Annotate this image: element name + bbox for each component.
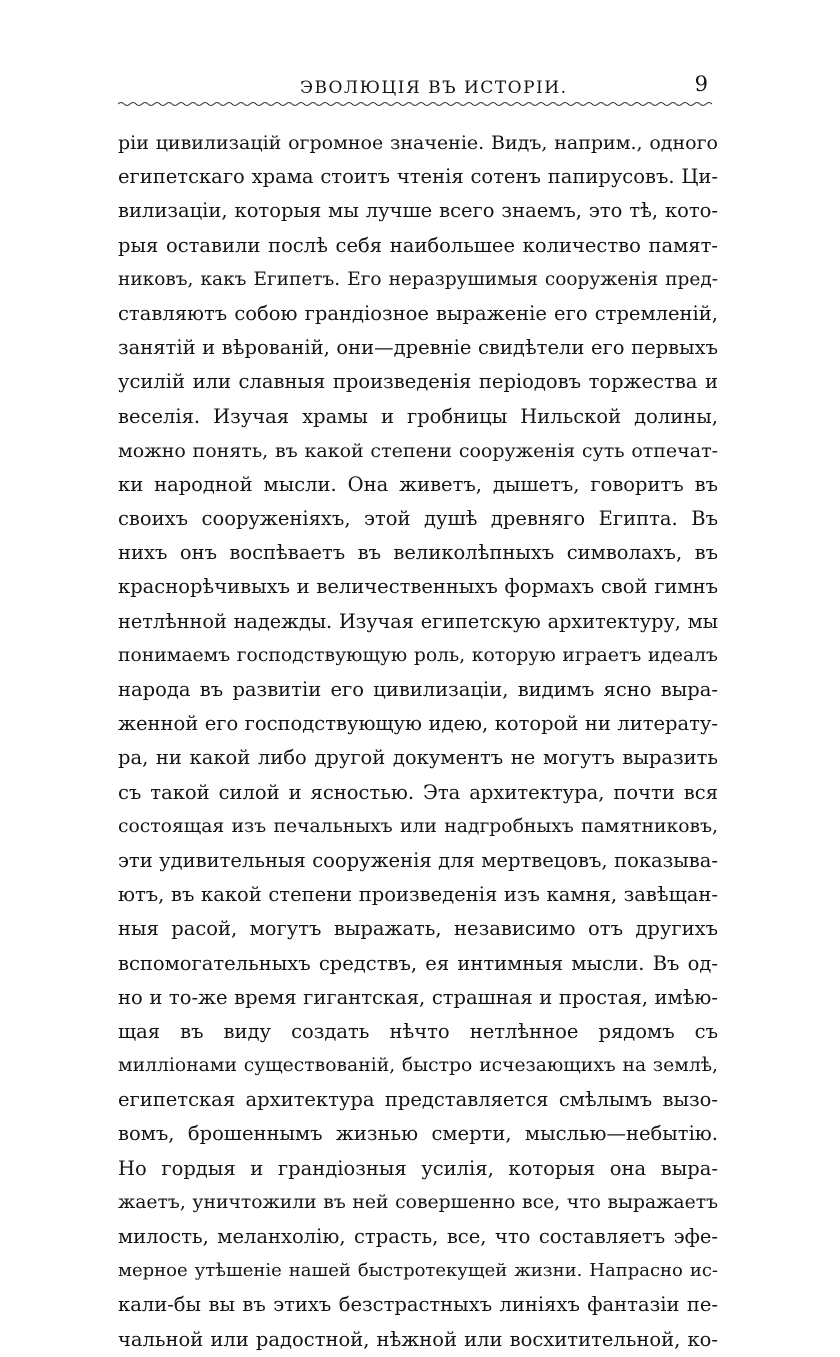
page-number: 9 bbox=[694, 72, 708, 96]
text-line: мерное утѣшеніе нашей быстротекущей жизни. Напрасно ис- bbox=[118, 1260, 718, 1282]
text-line: вспомогательныхъ средствъ, ея интимныя мысли. Въ од- bbox=[118, 951, 718, 975]
text-line: Но гордыя и грандіозныя усилія, которыя она выра- bbox=[118, 1156, 718, 1180]
text-line: жаетъ, уничтожили въ ней совершенно все, что выражаетъ bbox=[118, 1191, 718, 1213]
text-line: египетскаго храма стоитъ чтенія сотенъ папирусовъ. Ци- bbox=[118, 165, 718, 189]
text-line: усилій или славныя произведенія періодовъ торжества и bbox=[118, 370, 718, 394]
text-line: занятій и вѣрованій, они—древніе свидѣтели его первыхъ bbox=[118, 336, 718, 360]
text-line: никовъ, какъ Египетъ. Его неразрушимыя сооруженія пред- bbox=[118, 268, 718, 290]
page-header bbox=[118, 72, 716, 102]
header-rule bbox=[118, 101, 716, 107]
running-title: ЭВОЛЮЦІЯ ВЪ ИСТОРІИ. bbox=[300, 78, 568, 98]
body-text bbox=[118, 126, 718, 1357]
text-line: рыя оставили послѣ себя наибольшее количество памят- bbox=[118, 233, 718, 257]
text-line: состоящая изъ печальныхъ или надгробныхъ памятниковъ, bbox=[118, 815, 718, 837]
text-line: но и то-же время гигантская, страшная и простая, имѣю- bbox=[118, 985, 718, 1009]
text-line: съ такой силой и ясностью. Эта архитектура, почти вся bbox=[118, 780, 718, 804]
text-line: милліонами существованій, быстро исчезающихъ на землѣ, bbox=[118, 1055, 718, 1077]
text-line: ра, ни какой либо другой документъ не могутъ выразить bbox=[118, 746, 718, 770]
text-line: ки народной мысли. Она живетъ, дышетъ, говоритъ въ bbox=[118, 472, 718, 496]
text-line: кали-бы вы въ этихъ безстрастныхъ линіяхъ фантазіи пе- bbox=[118, 1293, 718, 1317]
text-line: нетлѣнной надежды. Изучая египетскую архитектуру, мы bbox=[118, 609, 718, 633]
text-line: ныя расой, могутъ выражать, независимо отъ другихъ bbox=[118, 917, 718, 941]
text-line: ставляютъ собою грандіозное выраженіе его стремленій, bbox=[118, 301, 718, 325]
text-line: ютъ, въ какой степени произведенія изъ камня, завѣщан- bbox=[118, 883, 718, 907]
text-line: милость, меланхолію, страсть, все, что составляетъ эфе- bbox=[118, 1225, 718, 1248]
text-line: вомъ, брошеннымъ жизнью смерти, мыслью—небытію. bbox=[118, 1122, 718, 1146]
text-line: эти удивительныя сооруженія для мертвецовъ, показыва- bbox=[118, 848, 718, 872]
text-line: женной его господствующую идею, которой ни литерату- bbox=[118, 712, 718, 736]
text-line: египетская архитектура представляется смѣлымъ вызо- bbox=[118, 1088, 718, 1112]
text-line: краснорѣчивыхъ и величественныхъ формахъ свой гимнъ bbox=[118, 575, 718, 599]
text-line: нихъ онъ воспѣваетъ въ великолѣпныхъ символахъ, въ bbox=[118, 541, 718, 565]
text-line: чальной или радостной, нѣжной или восхитительной, ко- bbox=[118, 1327, 718, 1351]
text-line: понимаемъ господствующую роль, которую играетъ идеалъ bbox=[118, 644, 718, 666]
text-line: народа въ развитіи его цивилизаціи, видимъ ясно выра- bbox=[118, 678, 718, 701]
text-line: вилизаціи, которыя мы лучше всего знаемъ, это тѣ, кото- bbox=[118, 199, 718, 223]
text-line: своихъ сооруженіяхъ, этой душѣ древняго Египта. Въ bbox=[118, 507, 718, 531]
text-line: веселія. Изучая храмы и гробницы Нильской долины, bbox=[118, 404, 718, 428]
text-line: щая въ виду создать нѣчто нетлѣнное рядомъ съ bbox=[118, 1019, 718, 1043]
text-line: ріи цивилизацій огромное значеніе. Видъ, наприм., одного bbox=[118, 132, 718, 154]
text-line: можно понять, въ какой степени сооруженія суть отпечат- bbox=[118, 439, 718, 462]
